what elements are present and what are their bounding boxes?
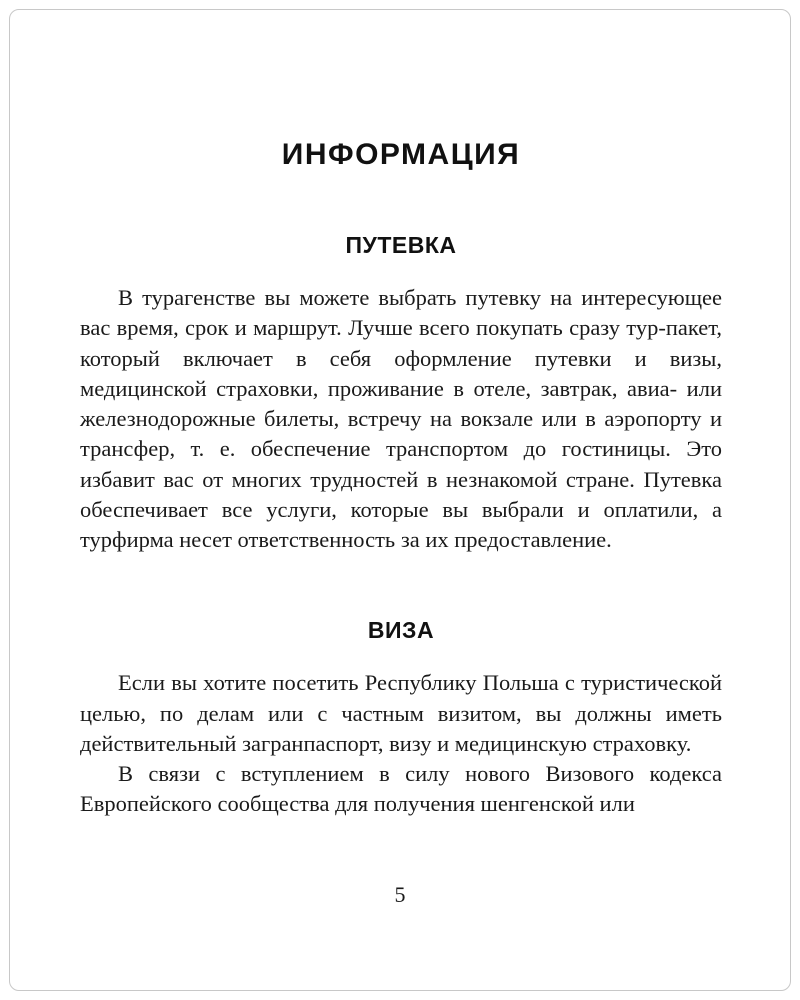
paragraph-viza-1: Если вы хотите посетить Республику Польша с туристической целью, по делам или с частным визитом, вы должны иметь действительный загранпаспорт, визу и медицинскую страховку. (80, 670, 722, 756)
page-number: 5 (394, 882, 406, 907)
paragraph-putevka: В турагенстве вы можете выбрать путевку на интересующее вас время, срок и маршрут. Лучше всего покупать сразу тур-пакет, который включает в себя оформление путевки и визы, медицинской страховки, проживание в отеле, завтрак, авиа- или железнодорожные билеты, встречу на вокзале или в аэропорту и трансфер, т. е. обеспечение транспортом до гостиницы. Это избавит вас от многих трудностей в незнакомой стране. Путевка обеспечивает все услуги, которые вы выбрали и оплатили, а турфирма несет ответственность за их предоставление. (80, 285, 722, 552)
page-content (80, 0, 722, 820)
paragraph-viza-2: В связи с вступлением в силу нового Визового кодекса Европейского сообщества для получения шенгенской или (80, 761, 722, 817)
section-heading-putevka: ПУТЕВКА (345, 232, 457, 258)
section-heading-viza: ВИЗА (367, 617, 435, 644)
page-title: ИНФОРМАЦИЯ (281, 138, 521, 171)
